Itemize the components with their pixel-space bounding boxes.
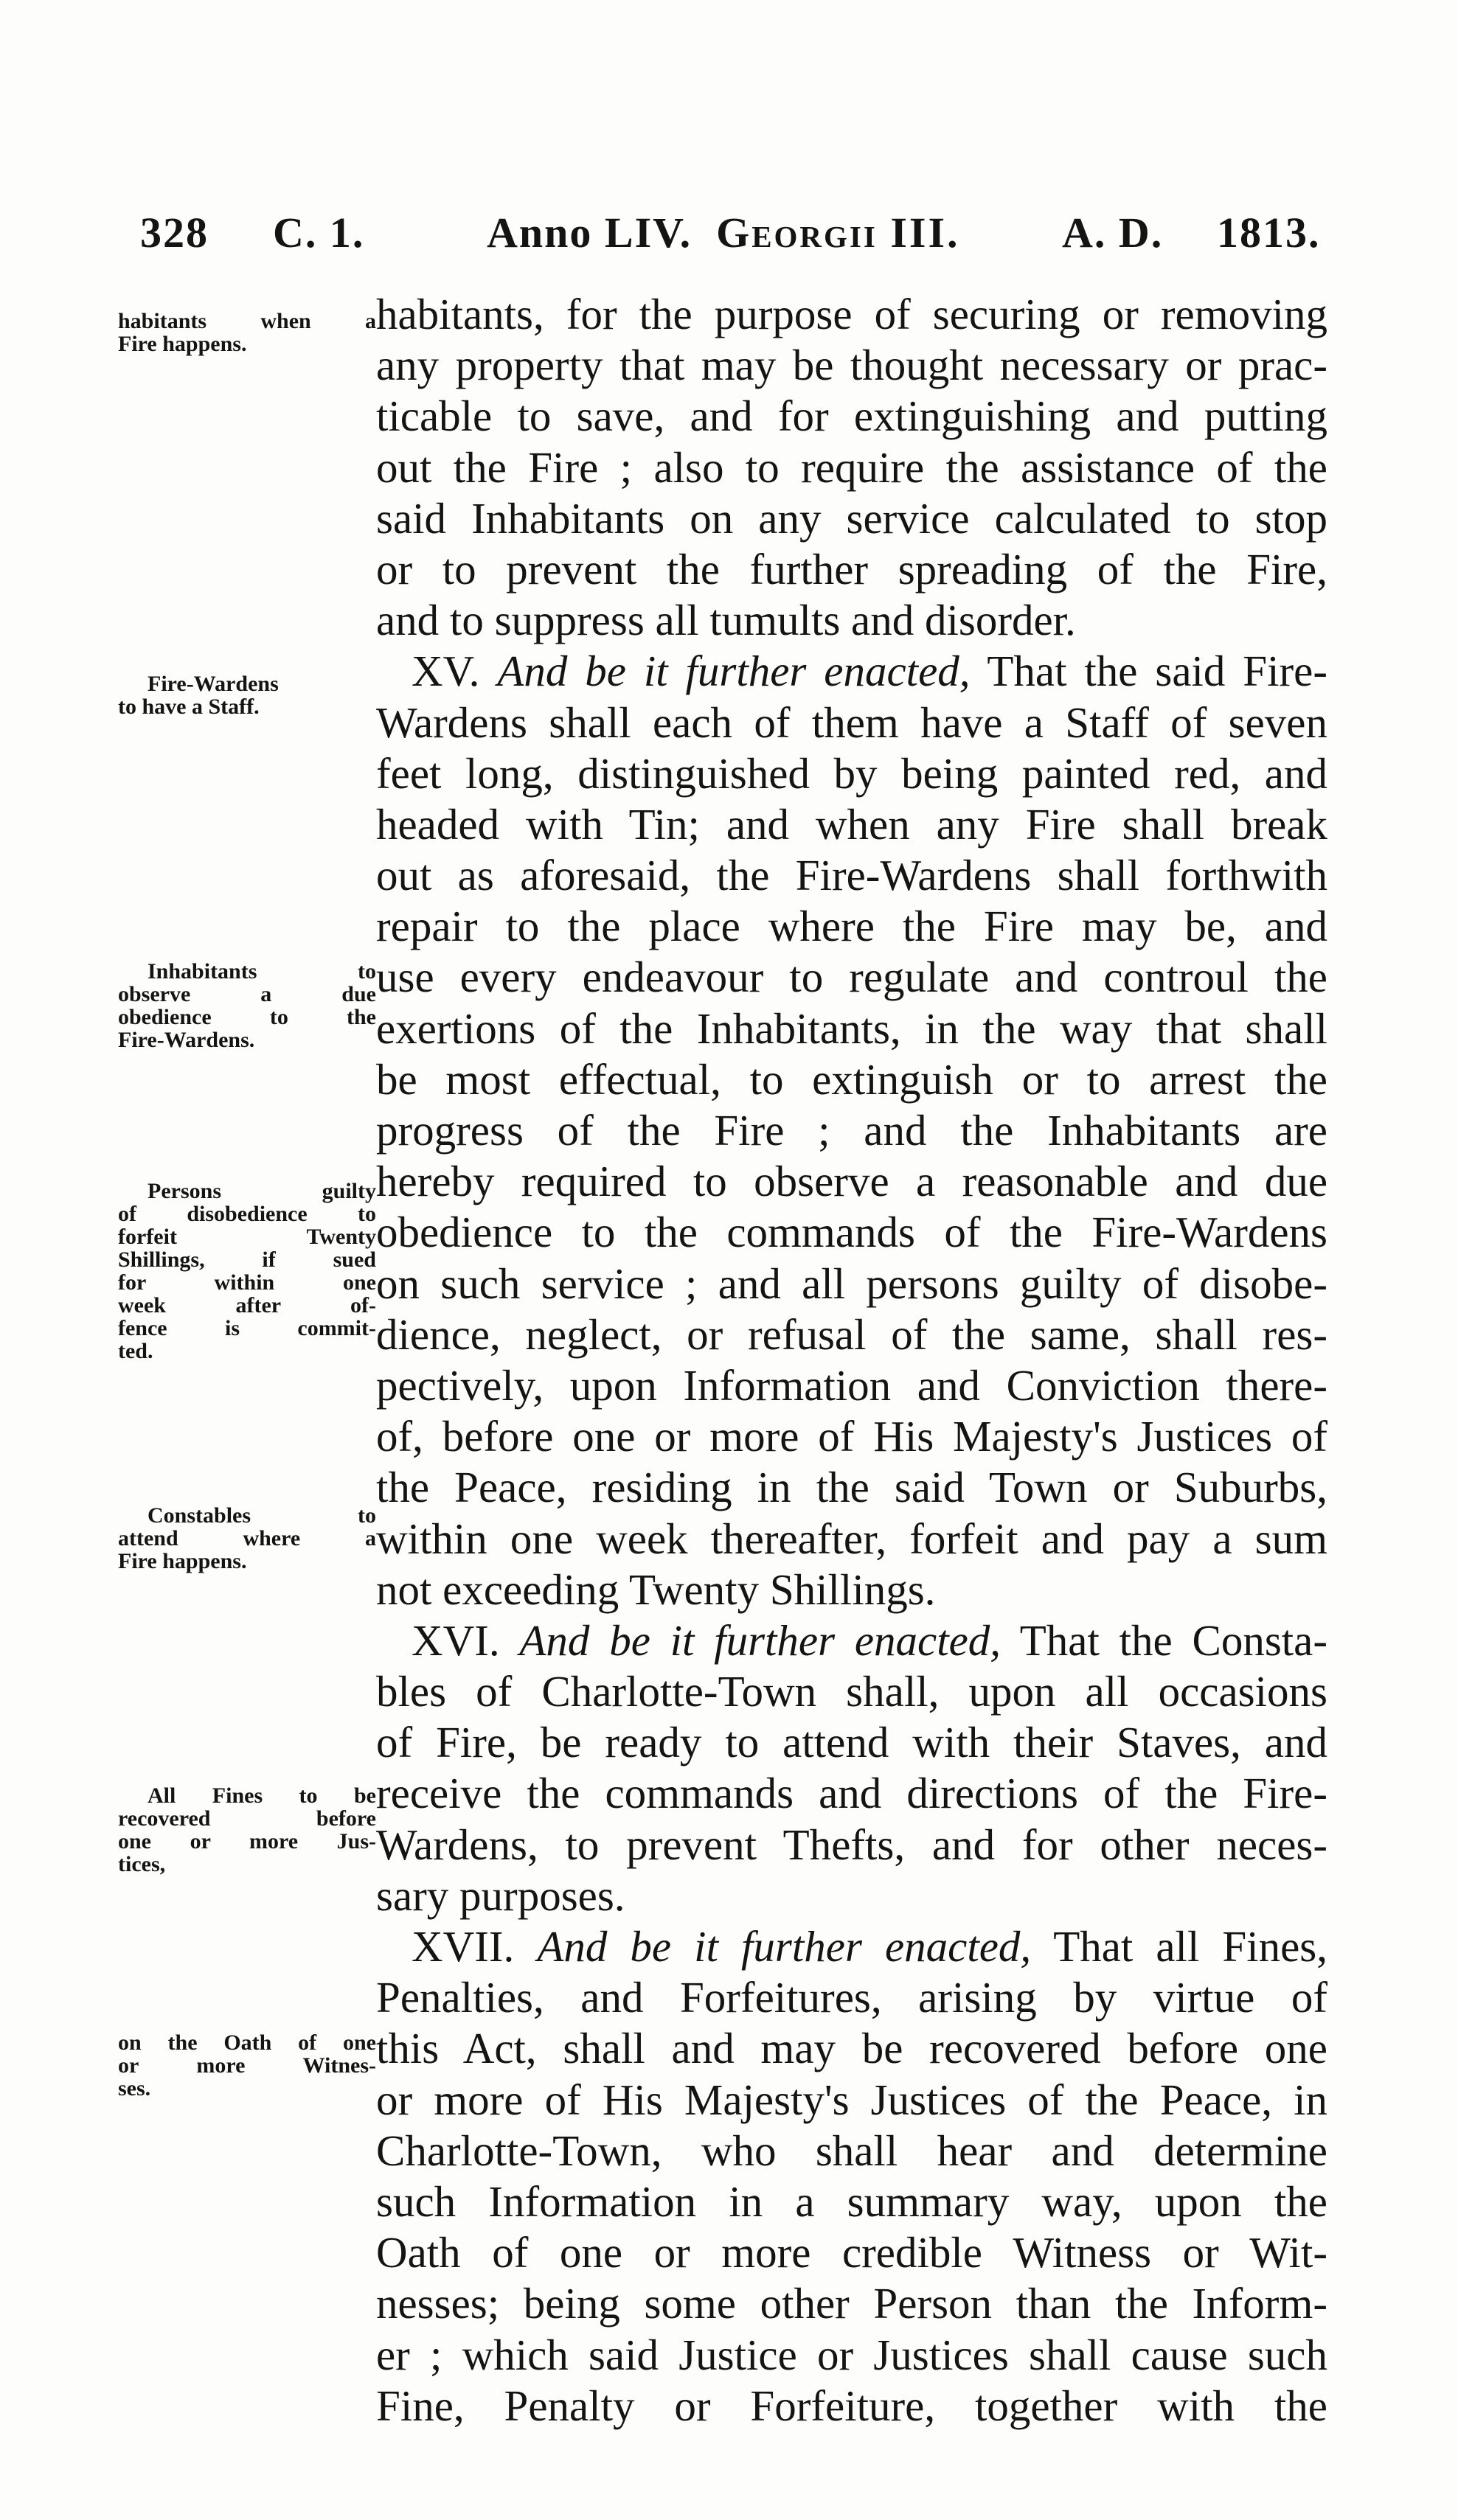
section-xvii-first-line	[376, 1921, 1327, 1972]
body-line: ticable to save, and for extinguishing and putting	[376, 391, 1327, 441]
margin-note-line: of disobedience to	[118, 1202, 376, 1226]
body-line: within one week thereafter, forfeit and pay a sum	[376, 1514, 1327, 1563]
margin-note-line: fence is commit-	[118, 1316, 376, 1340]
body-line: Wardens shall each of them have a Staff of seven	[376, 697, 1327, 747]
running-header	[140, 208, 1320, 267]
margin-note-constables	[118, 1504, 376, 1573]
monarch-name: Georgii III.	[716, 209, 960, 257]
body-line-segment: That the said Fire-	[987, 647, 1327, 696]
margin-note-line: Persons guilty	[147, 1179, 376, 1203]
margin-note-line: All Fines to be	[147, 1783, 376, 1808]
body-line: such Information in a summary way, upon the	[376, 2176, 1327, 2226]
margin-note-line: on the Oath of one	[118, 2030, 376, 2055]
section-number: XVI.	[412, 1615, 500, 1665]
margin-note-fire-wardens-staff	[118, 672, 376, 718]
margin-note-line: forfeit Twenty	[118, 1225, 376, 1249]
body-line: Charlotte-Town, who shall hear and determine	[376, 2126, 1327, 2175]
body-line: Penalties, and Forfeitures, arising by virtue of	[376, 1973, 1327, 2022]
enacting-clause: And be it further enacted,	[537, 1922, 1032, 1971]
margin-note-line: for within one	[118, 1270, 376, 1295]
body-line-segment: That the Consta-	[1019, 1615, 1328, 1665]
margin-note-line: Fire happens.	[118, 332, 247, 356]
body-line-segment: That all Fines,	[1053, 1922, 1328, 1971]
margin-note-line: Inhabitants to	[147, 959, 376, 984]
anno-domini-label: A. D.	[1062, 209, 1164, 257]
margin-note-oath-witnesses	[118, 2031, 376, 2100]
margin-note-line: Shillings, if sued	[118, 1247, 376, 1272]
body-line: repair to the place where the Fire may be, and	[376, 902, 1327, 951]
body-line: Wardens, to prevent Thefts, and for other neces-	[376, 1820, 1327, 1869]
body-line: use every endeavour to regulate and controul the	[376, 953, 1327, 1002]
body-line: receive the commands and directions of the Fire-	[376, 1769, 1327, 1818]
regnal-year	[487, 208, 960, 257]
body-line: obedience to the commands of the Fire-Wardens	[376, 1208, 1327, 1257]
body-line: be most effectual, to extinguish or to arrest the	[376, 1054, 1327, 1104]
body-line: nesses; being some other Person than the Inform-	[376, 2279, 1327, 2328]
margin-note-line: Constables to	[147, 1503, 376, 1528]
body-line: or to prevent the further spreading of the Fire,	[376, 544, 1327, 594]
body-line: or more of His Majesty's Justices of the Peace, in	[376, 2075, 1327, 2124]
body-line: hereby required to observe a reasonable and due	[376, 1157, 1327, 1206]
margin-note-line: habitants when a	[118, 309, 376, 333]
body-line: er ; which said Justice or Justices shall cause such	[376, 2330, 1327, 2379]
margin-note-persons-guilty	[118, 1180, 376, 1362]
body-line: pectively, upon Information and Conviction there-	[376, 1360, 1327, 1410]
body-line: the Peace, residing in the said Town or Suburbs,	[376, 1463, 1327, 1512]
margin-note-line: ted.	[118, 1339, 153, 1363]
year: 1813.	[1217, 209, 1321, 257]
body-text	[376, 289, 1327, 2432]
margin-note-line: one or more Jus-	[118, 1829, 376, 1854]
body-line: out the Fire ; also to require the assistance of the	[376, 442, 1327, 492]
margin-note-line: Fire-Wardens.	[118, 1028, 255, 1052]
margin-note-line: observe a due	[118, 982, 376, 1006]
body-line: Fine, Penalty or Forfeiture, together with the	[376, 2381, 1327, 2430]
body-line: progress of the Fire ; and the Inhabitants are	[376, 1106, 1327, 1155]
margin-note-line: week after of-	[118, 1293, 376, 1318]
anno-label: Anno LIV.	[487, 209, 692, 257]
enacting-clause: And be it further enacted,	[519, 1615, 1001, 1665]
margin-note-line: to have a Staff.	[118, 695, 260, 719]
margin-note-line: obedience to the	[118, 1005, 376, 1029]
body-line: and to suppress all tumults and disorder.	[376, 596, 1076, 645]
page-number: 328	[140, 209, 209, 257]
margin-note-inhabitants-obedience	[118, 960, 376, 1051]
section-number: XV.	[412, 647, 480, 696]
chapter-number: C. 1.	[273, 209, 365, 257]
body-line: out as aforesaid, the Fire-Wardens shall forthwith	[376, 851, 1327, 900]
body-line: of, before one or more of His Majesty's Justices of	[376, 1412, 1327, 1461]
body-line: not exceeding Twenty Shillings.	[376, 1564, 936, 1614]
body-line: bles of Charlotte-Town shall, upon all occasions	[376, 1667, 1327, 1716]
margin-note-line: recovered before	[118, 1806, 376, 1831]
margin-note-fines-recovered	[118, 1784, 376, 1876]
margin-note-line: tices,	[118, 1852, 166, 1876]
body-line: dience, neglect, or refusal of the same, shall res-	[376, 1309, 1327, 1359]
body-line: any property that may be thought necessary or prac-	[376, 341, 1327, 390]
body-line: of Fire, be ready to attend with their Staves, and	[376, 1718, 1327, 1767]
body-line: said Inhabitants on any service calculated to stop	[376, 493, 1327, 543]
margin-note-line: Fire happens.	[118, 1549, 247, 1573]
body-line: sary purposes.	[376, 1870, 625, 1920]
margin-note-line: ses.	[118, 2076, 151, 2100]
body-line: Oath of one or more credible Witness or Wit-	[376, 2228, 1327, 2277]
margin-note-line: Fire-Wardens	[147, 672, 279, 696]
margin-note-line: attend where a	[118, 1526, 376, 1550]
section-xv-first-line	[376, 646, 1327, 697]
enacting-clause: And be it further enacted,	[497, 647, 971, 696]
body-line: on such service ; and all persons guilty of disobe-	[376, 1259, 1327, 1308]
body-line: habitants, for the purpose of securing or removing	[376, 290, 1327, 338]
margin-note-fire-happens	[118, 310, 376, 355]
margin-note-line: or more Witnes-	[118, 2053, 376, 2078]
section-xvi-first-line	[376, 1615, 1327, 1666]
body-line: this Act, shall and may be recovered before one	[376, 2024, 1327, 2073]
body-line: headed with Tin; and when any Fire shall break	[376, 799, 1327, 849]
body-line: exertions of the Inhabitants, in the way that shall	[376, 1003, 1327, 1053]
section-number: XVII.	[412, 1922, 515, 1971]
body-line: feet long, distinguished by being painted red, and	[376, 748, 1327, 798]
